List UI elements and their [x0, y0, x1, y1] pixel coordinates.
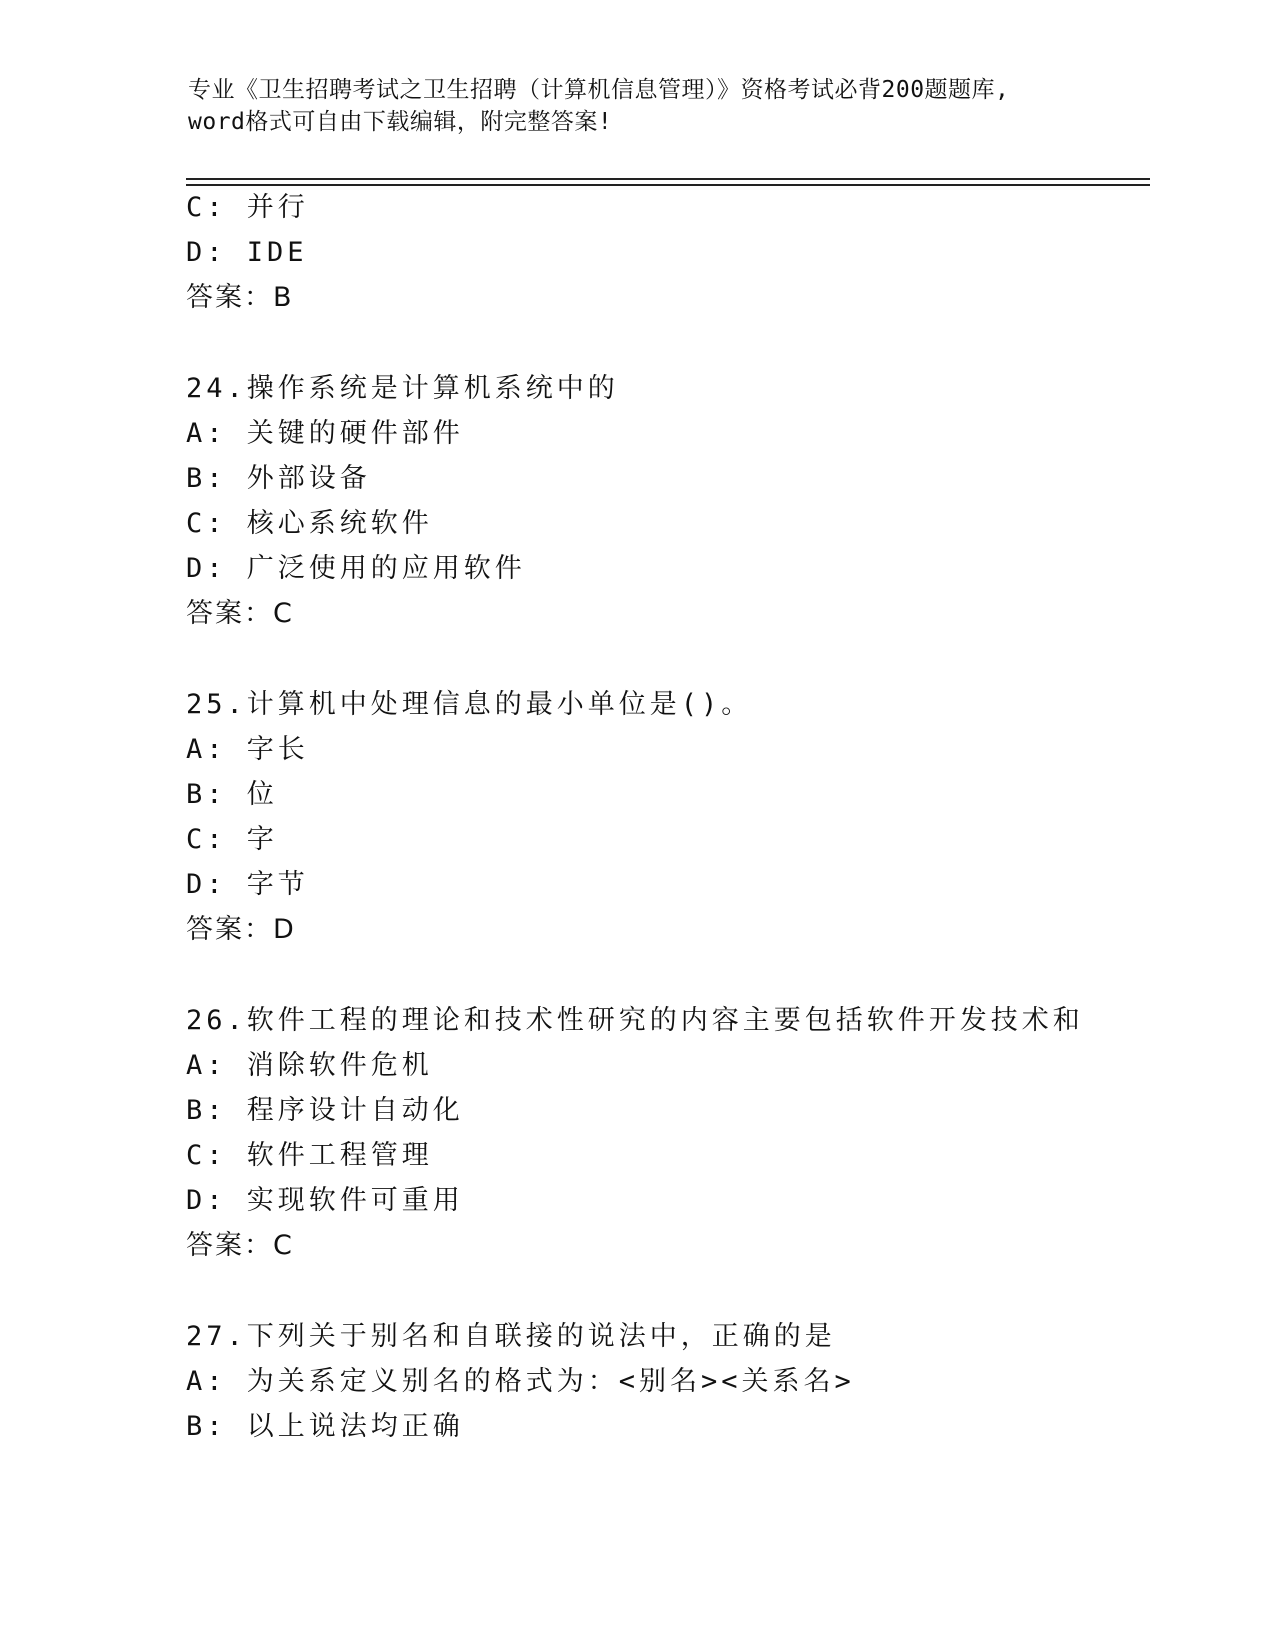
option-b: B: 位 — [186, 779, 278, 810]
answer-line: 答案：D — [186, 914, 296, 945]
option-d: D: 字节 — [186, 869, 309, 900]
option-c: C: 字 — [186, 824, 278, 855]
option-a: A: 关键的硬件部件 — [186, 418, 464, 449]
option-d: D: 广泛使用的应用软件 — [186, 553, 526, 584]
option-a: A: 字长 — [186, 734, 309, 765]
option-c: C: 软件工程管理 — [186, 1140, 433, 1171]
answer-line: 答案：C — [186, 598, 294, 629]
option-d: D: IDE — [186, 237, 308, 268]
option-b: B: 程序设计自动化 — [186, 1095, 464, 1126]
question-stem: 26.软件工程的理论和技术性研究的内容主要包括软件开发技术和 — [186, 1005, 1084, 1036]
option-a: A: 消除软件危机 — [186, 1050, 433, 1081]
header-title-line: 专业《卫生招聘考试之卫生招聘（计算机信息管理）》资格考试必背200题题库, — [188, 77, 1010, 103]
question-stem: 24.操作系统是计算机系统中的 — [186, 373, 619, 404]
answer-line: 答案：C — [186, 1230, 294, 1261]
question-stem: 27.下列关于别名和自联接的说法中，正确的是 — [186, 1321, 836, 1352]
header-subtitle-line: word格式可自由下载编辑，附完整答案! — [188, 109, 613, 135]
option-c: C: 核心系统软件 — [186, 508, 433, 539]
option-d: D: 实现软件可重用 — [186, 1185, 464, 1216]
option-b: B: 以上说法均正确 — [186, 1411, 464, 1442]
document-header — [188, 74, 1088, 138]
header-divider-bottom — [186, 184, 1150, 186]
question-stem: 25.计算机中处理信息的最小单位是()。 — [186, 689, 753, 720]
answer-line: 答案：B — [186, 282, 294, 313]
option-b: B: 外部设备 — [186, 463, 371, 494]
option-a: A: 为关系定义别名的格式为：<别名><关系名> — [186, 1366, 855, 1397]
header-divider-top — [186, 178, 1150, 180]
option-c: C: 并行 — [186, 192, 309, 223]
